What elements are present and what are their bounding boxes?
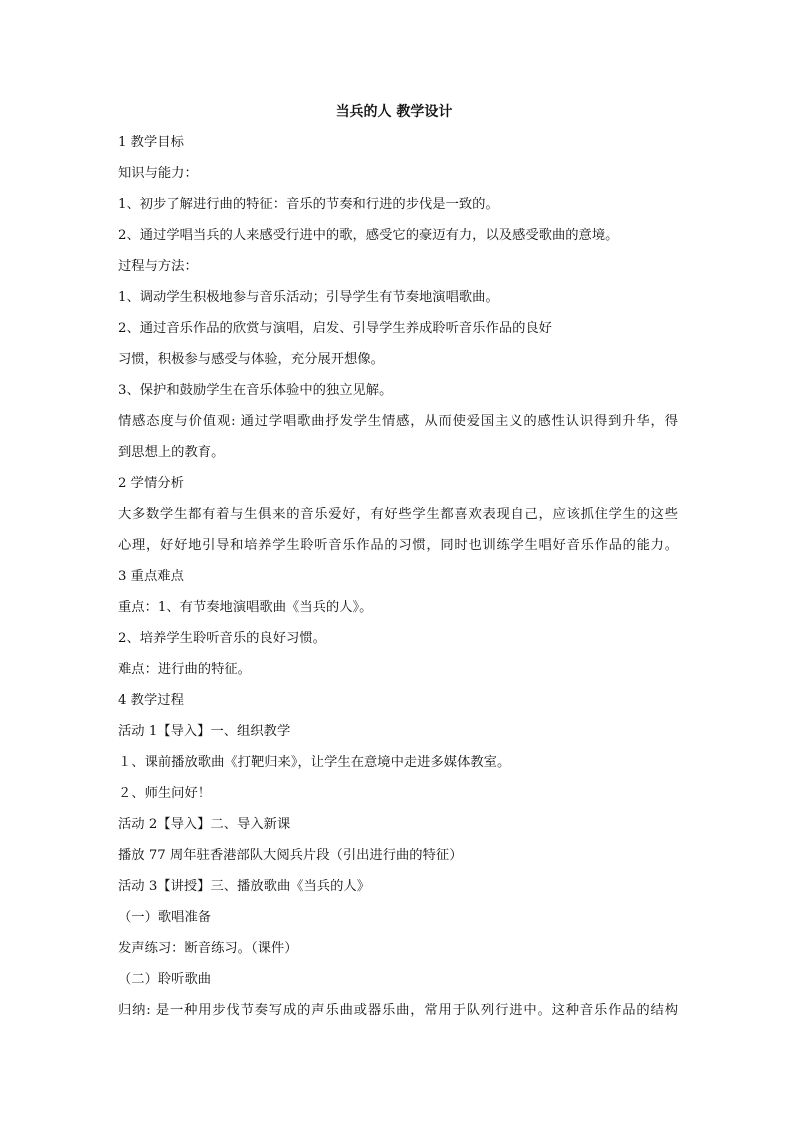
paragraph-line: 发声练习：断音练习。（课件） (118, 941, 298, 956)
paragraph-line: 1、初步了解进行曲的特征：音乐的节奏和行进的步伐是一致的。 (118, 197, 499, 212)
subheading: （一）歌唱准备 (118, 910, 212, 925)
subheading-process-method: 过程与方法： (118, 259, 198, 274)
paragraph-line: 难点：进行曲的特征。 (118, 662, 251, 677)
activity-heading: 活动 1【导入】一、组织教学 (118, 724, 291, 739)
section-heading-teaching-goals: 1 教学目标 (118, 135, 184, 150)
paragraph-line: 归纳: 是一种用步伐节奏写成的声乐曲或器乐曲，常用于队列行进中。这种音乐作品的结构 (118, 1003, 678, 1018)
paragraph-line: 2、培养学生聆听音乐的良好习惯。 (118, 631, 326, 646)
subheading: （二）聆听歌曲 (118, 972, 212, 987)
paragraph-line: 到思想上的教育。 (118, 445, 225, 460)
paragraph-line: 习惯，积极参与感受与体验，充分展开想像。 (118, 352, 384, 367)
paragraph-line: 2、通过学唱当兵的人来感受行进中的歌，感受它的豪迈有力，以及感受歌曲的意境。 (118, 228, 619, 243)
paragraph-line: 1、调动学生积极地参与音乐活动；引导学生有节奏地演唱歌曲。 (118, 290, 499, 305)
paragraph-line: ２、师生问好！ (118, 786, 212, 801)
section-heading-key-points: 3 重点难点 (118, 569, 184, 584)
document-title: 当兵的人 教学设计 (335, 104, 453, 120)
paragraph-line: 2、通过音乐作品的欣赏与演唱，启发、引导学生养成聆听音乐作品的良好 (118, 321, 552, 336)
paragraph-line: 情感态度与价值观: 通过学唱歌曲抒发学生情感，从而使爱国主义的感性认识得到升华，得 (118, 414, 678, 429)
paragraph-line: 重点：1、有节奏地演唱歌曲《当兵的人》。 (118, 600, 373, 615)
section-heading-learner-analysis: 2 学情分析 (118, 476, 184, 491)
section-heading-teaching-process: 4 教学过程 (118, 693, 184, 708)
paragraph-line: 播放 77 周年驻香港部队大阅兵片段（引出进行曲的特征） (118, 848, 463, 863)
paragraph-line: １、课前播放歌曲《打靶归来》，让学生在意境中走进多媒体教室。 (118, 755, 511, 770)
activity-heading: 活动 3【讲授】三、播放歌曲《当兵的人》 (118, 879, 371, 894)
paragraph-line: 心理，好好地引导和培养学生聆听音乐作品的习惯，同时也训练学生唱好音乐作品的能力。 (118, 538, 678, 553)
activity-heading: 活动 2【导入】二、导入新课 (118, 817, 291, 832)
paragraph-line: 大多数学生都有着与生俱来的音乐爱好，有好些学生都喜欢表现自己，应该抓住学生的这些 (118, 507, 678, 522)
subheading-knowledge-ability: 知识与能力： (118, 166, 198, 181)
document-body (118, 102, 678, 1032)
paragraph-line: 3、保护和鼓励学生在音乐体验中的独立见解。 (118, 383, 393, 398)
